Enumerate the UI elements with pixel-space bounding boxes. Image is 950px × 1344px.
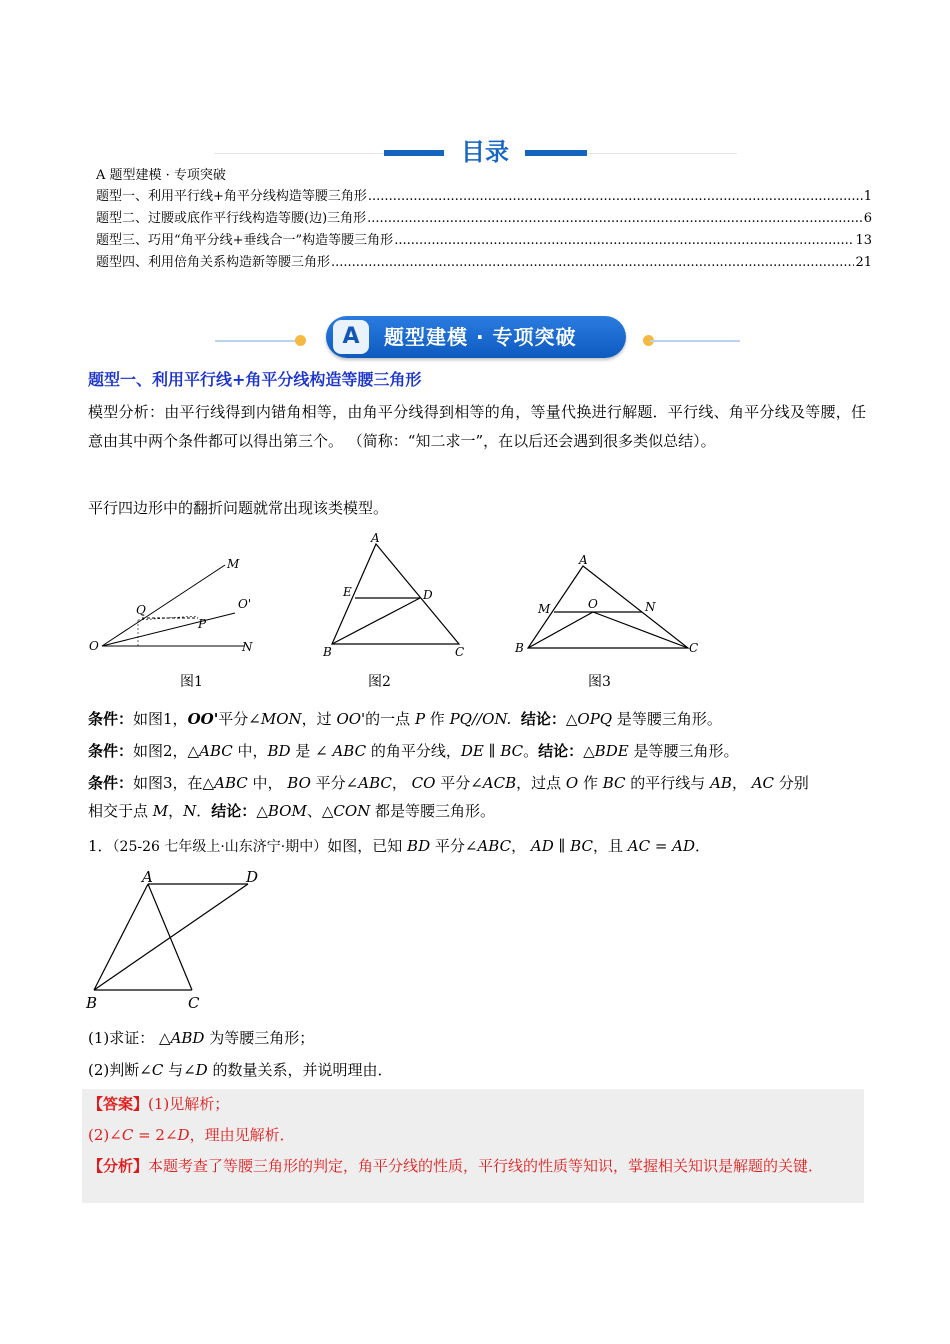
banner-title: 题型建模 · 专项突破: [384, 325, 577, 349]
label-o: O: [89, 639, 99, 653]
toc-section[interactable]: A 题型建模 · 专项突破: [96, 168, 226, 183]
segment-co: [593, 612, 688, 648]
figure-2: [318, 532, 478, 664]
toc-rule-left: [214, 153, 384, 154]
label-b: B: [515, 641, 524, 655]
figure-3-caption: 图3: [588, 674, 611, 690]
toc-bar-left: [384, 150, 444, 156]
problem-1-stem: 1．（25-26 七年级上·山东济宁·期中）如图，已知 BD 平分∠ABC， AD ∥ BC，且 AC = AD．: [88, 837, 711, 855]
toc-item-page: 1: [863, 189, 872, 204]
segment-bo: [528, 612, 593, 648]
toc-title: 目录: [461, 138, 509, 166]
question-2: (2)判断∠C 与∠D 的数量关系，并说明理由．: [88, 1061, 393, 1079]
banner-letter: A: [333, 320, 369, 354]
model-note: 平行四边形中的翻折问题就常出现该类模型。: [88, 499, 389, 517]
label-m: M: [227, 557, 240, 571]
analysis-text: 【分析】本题考查了等腰三角形的判定，角平分线的性质，平行线的性质等知识，掌握相关知识是解题的关键．: [88, 1157, 824, 1175]
toc-bar-right: [525, 150, 587, 156]
answer-line-2: (2)∠C = 2∠D，理由见解析．: [88, 1126, 295, 1144]
condition-2: 条件：如图2，△ABC 中，BD 是 ∠ ABC 的角平分线，DE ∥ BC。结论：△BDE 是等腰三角形。: [88, 742, 739, 760]
toc-item[interactable]: [96, 252, 872, 274]
figure-1-caption: 图1: [180, 674, 203, 690]
toc-item-page: 13: [855, 233, 872, 248]
segment-bd: [94, 884, 248, 990]
label-d: D: [246, 868, 259, 886]
condition-3-line-2: 相交于点 M，N．结论：△BOM、△CON 都是等腰三角形。: [88, 802, 496, 820]
figure-1: [80, 548, 270, 663]
condition-1: 条件：如图1，OO'平分∠MON，过 OO'的一点 P 作 PQ//ON. 结论：△OPQ 是等腰三角形。: [88, 710, 722, 728]
label-c: C: [188, 994, 200, 1012]
label-p: P: [198, 617, 207, 631]
label-b: B: [323, 645, 332, 659]
ray-om: [102, 565, 225, 646]
banner-rule-right: [650, 340, 740, 342]
label-m: M: [538, 602, 551, 616]
label-n: N: [645, 600, 656, 614]
toc-item-page: 6: [863, 211, 872, 226]
label-c: C: [689, 641, 699, 655]
answer-line-1: 【答案】(1)见解析；: [88, 1095, 230, 1113]
condition-3-line-1: 条件：如图3，在△ABC 中， BO 平分∠ABC， CO 平分∠ACB，过点 O 作 BC 的平行线与 AB， AC 分别: [88, 774, 809, 792]
figure-2-caption: 图2: [368, 674, 391, 690]
label-e: E: [343, 585, 352, 599]
label-n: N: [242, 640, 253, 654]
model-analysis: 模型分析：由平行线得到内错角相等，由角平分线得到相等的角，等量代换进行解题．平行线、角平分线及等腰，任意由其中两个条件都可以得出第三个。 （简称：“知二求一”，在以后还会遇到很多类似总结）。: [88, 403, 866, 450]
question-1: (1)求证： △ABD 为等腰三角形；: [88, 1029, 315, 1047]
section-heading: 题型一、利用平行线+角平分线构造等腰三角形: [88, 370, 422, 389]
segment-bd: [332, 598, 420, 644]
triangle-abc: [528, 566, 688, 648]
toc-item[interactable]: [96, 186, 872, 208]
toc-item-label: 题型三、巧用“角平分线+垂线合一”构造等腰三角形: [96, 233, 394, 248]
segment-ab: [94, 884, 148, 990]
label-o: O: [588, 597, 598, 611]
toc-item-label: 题型二、过腰或底作平行线构造等腰(边)三角形: [96, 211, 367, 226]
label-a: A: [142, 868, 153, 886]
label-q: Q: [136, 603, 146, 617]
banner-dot-left: [295, 335, 306, 346]
label-a: A: [579, 553, 588, 567]
label-d: D: [423, 588, 433, 602]
label-c: C: [455, 645, 465, 659]
figure-3: [508, 552, 708, 662]
toc-item[interactable]: [96, 230, 872, 252]
problem-1-figure: [80, 866, 280, 1016]
toc-rule-right: [587, 153, 737, 154]
label-o-prime: O': [238, 597, 252, 611]
toc-item[interactable]: [96, 208, 872, 230]
toc-item-label: 题型四、利用倍角关系构造新等腰三角形: [96, 255, 331, 270]
label-b: B: [86, 994, 98, 1012]
toc-item-page: 21: [855, 255, 872, 270]
toc-item-label: 题型一、利用平行线+角平分线构造等腰三角形: [96, 189, 367, 204]
label-a: A: [371, 532, 380, 545]
banner-rule-left: [215, 340, 305, 342]
